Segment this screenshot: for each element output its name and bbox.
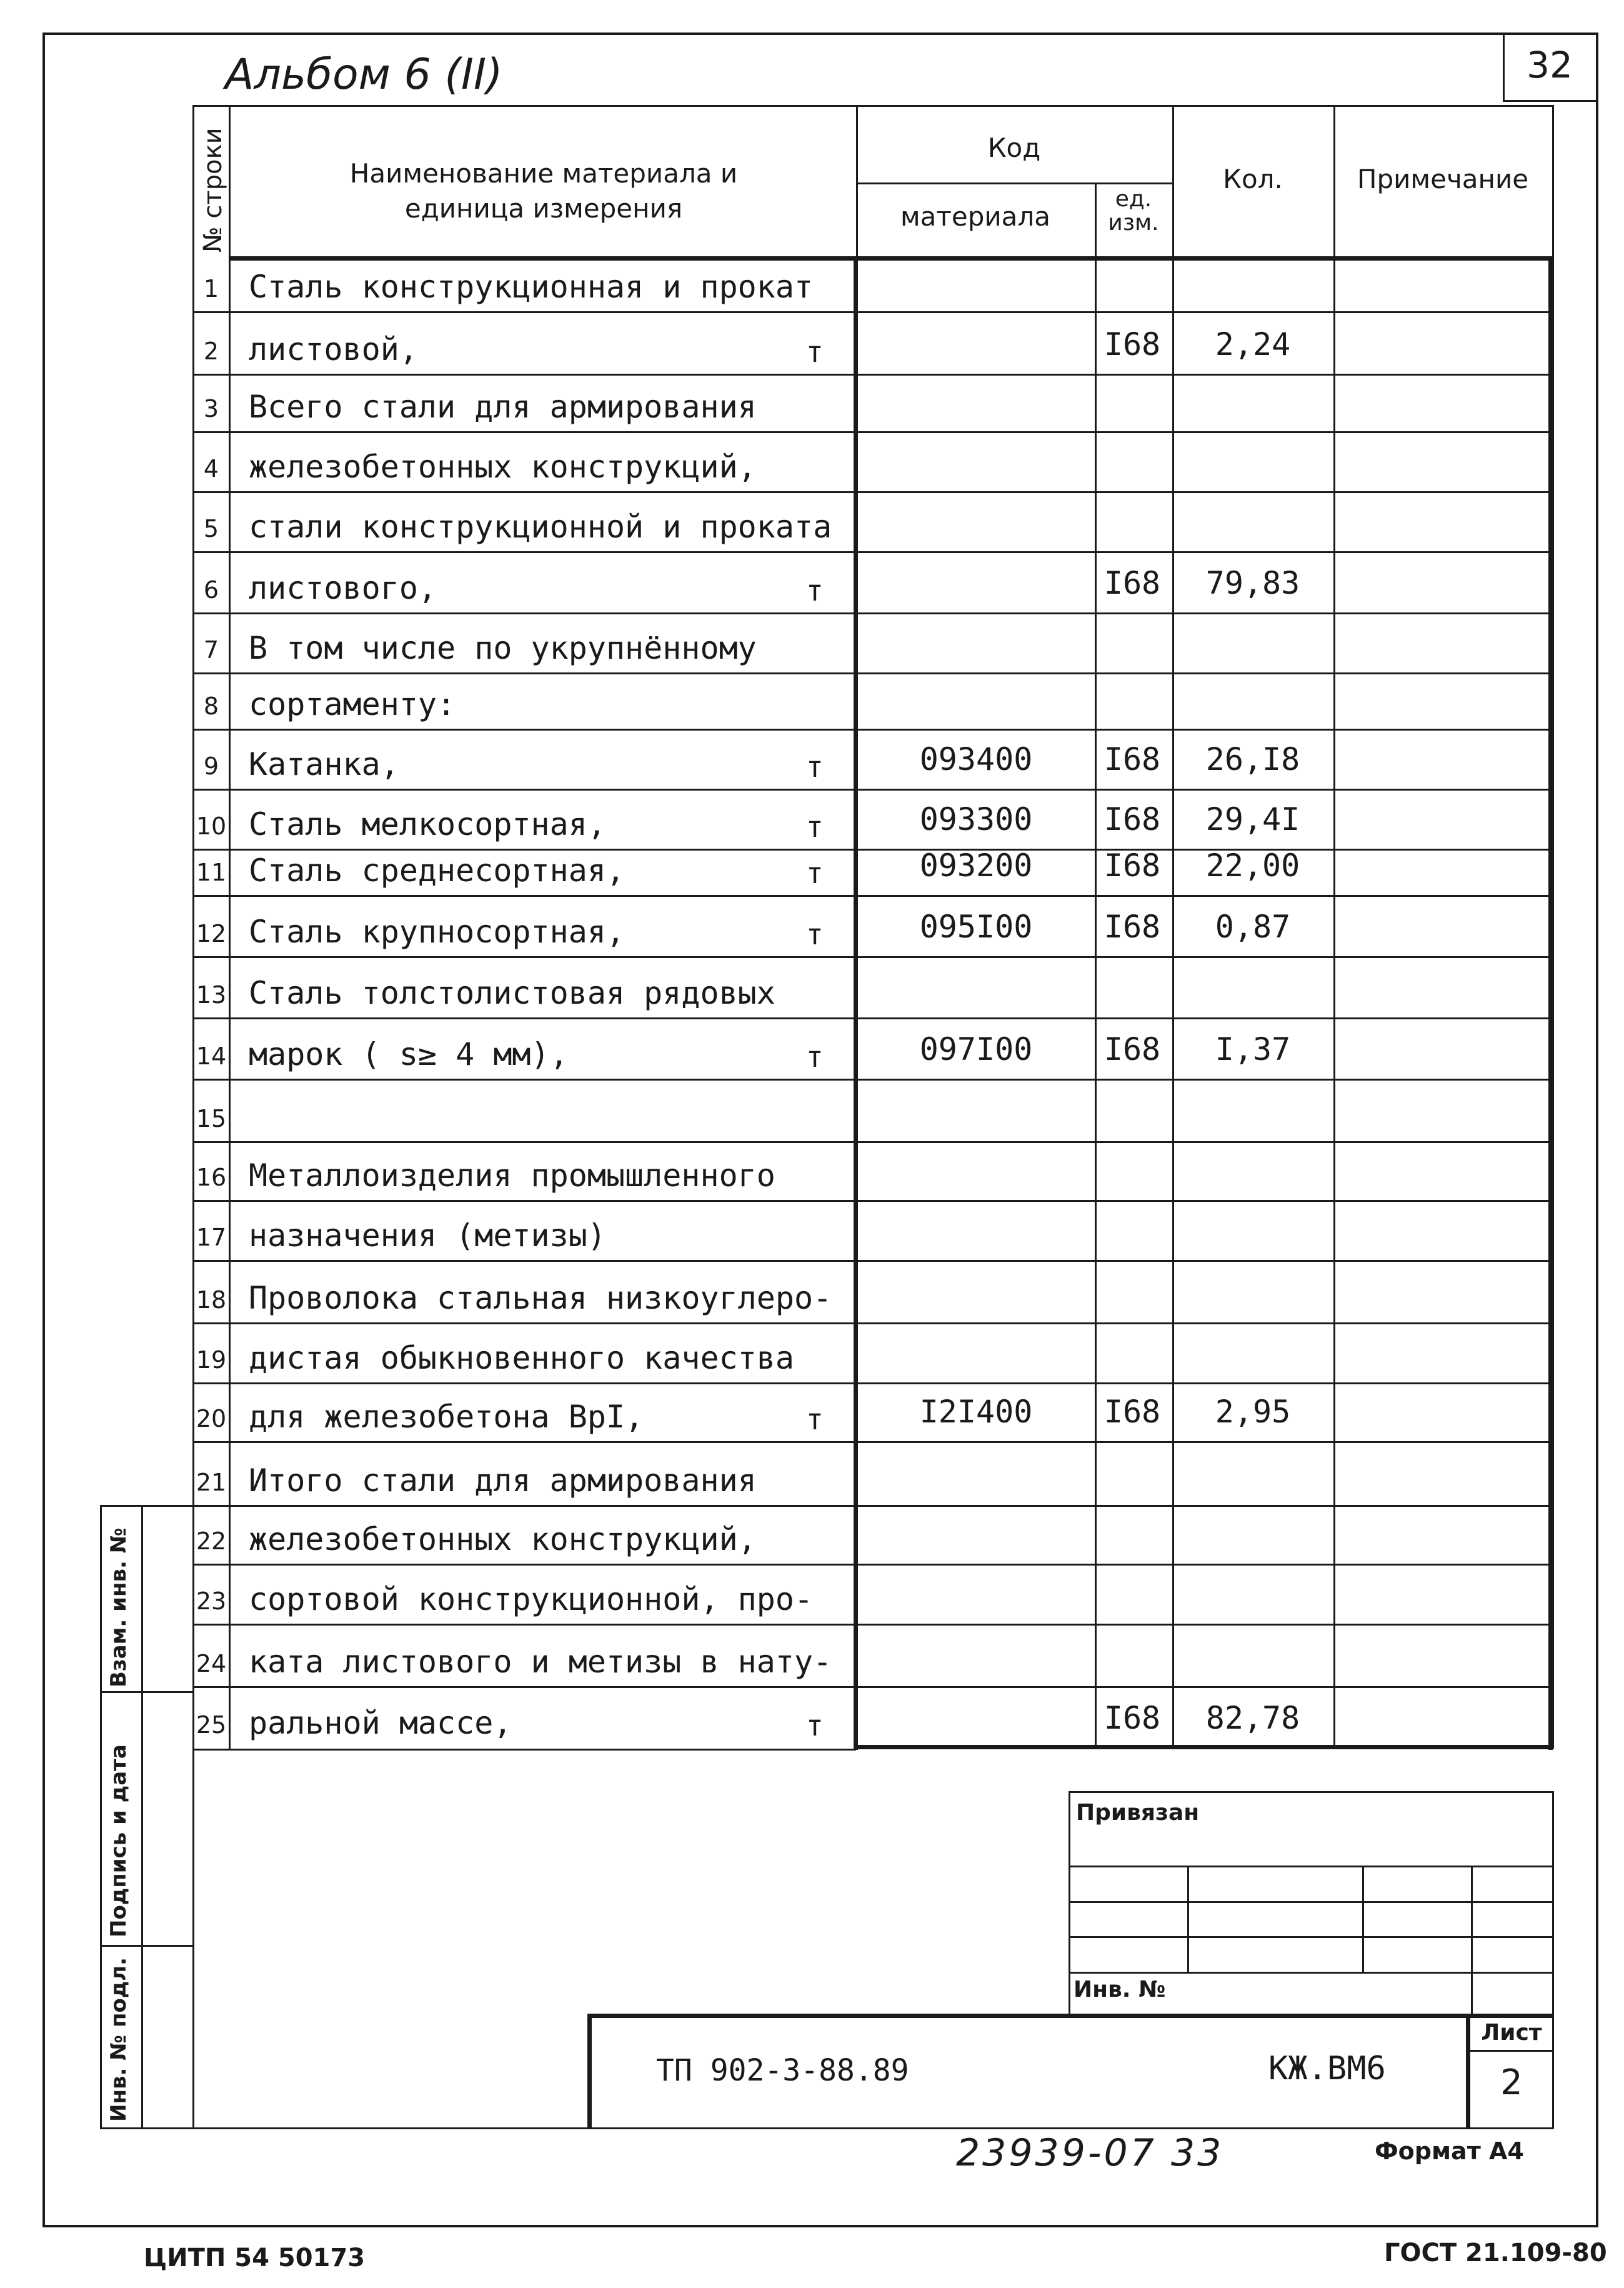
row-separator: [192, 789, 1552, 791]
handwritten-number: 23939-07 33: [956, 2131, 1224, 2175]
row-description: сортаменту:: [249, 686, 456, 722]
row-number: 19: [196, 1346, 227, 1374]
row-quantity: 26,I8: [1205, 741, 1300, 777]
data-frame-bottom: [854, 1745, 1552, 1749]
linked-col3: [1471, 1866, 1473, 2016]
linked-box-top: [1069, 1791, 1553, 1793]
header-code: Код: [987, 132, 1041, 163]
header-note: Примечание: [1357, 164, 1529, 194]
side-stamp-left: [100, 1505, 102, 2129]
data-frame-left: [854, 256, 858, 1750]
row-quantity: 22,00: [1205, 847, 1300, 884]
row-separator: [192, 1141, 1552, 1143]
row-description: Всего стали для армирования: [249, 389, 757, 425]
row-description: Сталь среднесортная,: [249, 852, 625, 889]
row-description: листовой,: [249, 331, 418, 367]
row-number: 10: [196, 812, 227, 840]
row-number: 15: [196, 1105, 227, 1132]
linked-row2: [1069, 1901, 1553, 1903]
row-description: Сталь конструкционная и прокат: [249, 269, 814, 305]
row-separator: [192, 1624, 1552, 1626]
linked-col1: [1187, 1866, 1189, 1972]
sheet-box-divider: [1468, 2050, 1553, 2052]
linked-label: Привязан: [1076, 1800, 1200, 1826]
row-unit-code: I68: [1103, 1700, 1161, 1736]
row-number: 2: [203, 337, 219, 365]
header-code-material: материала: [900, 201, 1050, 232]
row-description: В том числе по укрупнённому: [249, 630, 757, 666]
side-stamp-top: [100, 1505, 194, 1507]
row-separator: [192, 1505, 1552, 1507]
row-description: железобетонных конструкций,: [249, 1521, 757, 1557]
row-separator: [192, 1441, 1552, 1443]
row-separator: [192, 1382, 1552, 1384]
rownum-divider: [229, 105, 231, 1749]
row-description: Сталь толстолистовая рядовых: [249, 975, 775, 1011]
row-number: 25: [196, 1711, 227, 1739]
row-material-code: 093300: [919, 801, 1033, 837]
row-description: Сталь крупносортная,: [249, 914, 625, 950]
row-unit-code: I68: [1103, 565, 1161, 601]
row-number: 8: [203, 692, 219, 720]
row-number: 4: [203, 455, 219, 482]
linked-row1: [1069, 1866, 1553, 1867]
row-unit: т: [806, 1402, 824, 1436]
row-description: стали конструкционной и проката: [249, 509, 832, 545]
doc-mark: КЖ.ВМ6: [1268, 2050, 1386, 2087]
linked-row3: [1069, 1936, 1553, 1938]
data-frame-right: [1548, 256, 1553, 1750]
linked-col2: [1362, 1866, 1364, 1972]
row-number: 20: [196, 1405, 227, 1432]
row-material-code: 093200: [919, 847, 1033, 884]
row-unit: т: [806, 1040, 824, 1074]
row-number: 13: [196, 981, 227, 1009]
title-block-left: [587, 2014, 592, 2129]
row-number: 16: [196, 1164, 227, 1191]
row-description: дистая обыкновенного качества: [249, 1340, 794, 1376]
sheet-box-left: [1466, 2014, 1470, 2129]
row-separator: [192, 729, 1552, 731]
row-quantity: 82,78: [1205, 1700, 1300, 1736]
row-description: Металлоизделия промышленного: [249, 1157, 775, 1194]
format-label: Формат А4: [1375, 2137, 1524, 2165]
row-separator: [192, 1260, 1552, 1262]
sheet-number-divider: [1503, 32, 1505, 101]
row-number: 9: [203, 752, 219, 780]
row-number: 24: [196, 1650, 227, 1677]
row-separator: [192, 311, 1552, 313]
header-name: Наименование материала и единица измерения: [349, 158, 738, 224]
side-label-inv-orig: Инв. № подл.: [106, 1957, 131, 2122]
linked-box-left: [1069, 1791, 1070, 2016]
table-top-line: [192, 105, 1552, 107]
row-separator: [192, 431, 1552, 433]
row-quantity: 0,87: [1215, 909, 1291, 945]
row-quantity: 2,95: [1215, 1394, 1291, 1430]
row-separator: [192, 612, 1552, 614]
row-description: Проволока стальная низкоуглеро-: [249, 1280, 832, 1316]
row-unit-code: I68: [1103, 326, 1161, 362]
row-material-code: 095I00: [919, 909, 1033, 945]
row-number: 18: [196, 1286, 227, 1314]
row-quantity: 29,4I: [1205, 801, 1300, 837]
row-unit: т: [806, 917, 824, 951]
row-number: 23: [196, 1587, 227, 1615]
row-number: 6: [203, 576, 219, 604]
row-description: марок ( s≥ 4 мм),: [249, 1036, 569, 1072]
row-description: Сталь мелкосортная,: [249, 806, 606, 842]
row-separator: [192, 1079, 1552, 1081]
row-separator: [192, 374, 1552, 376]
row-unit-code: I68: [1103, 1031, 1161, 1067]
side-stamp-div2: [100, 1945, 194, 1947]
row-description: для железобетона BpI,: [249, 1399, 644, 1435]
row-unit: т: [806, 856, 824, 890]
doc-code: ТП 902-3-88.89: [656, 2053, 909, 2088]
row-unit: т: [806, 750, 824, 784]
row-number: 12: [196, 920, 227, 947]
table-left-line: [192, 105, 194, 2129]
row-separator: [192, 895, 1552, 897]
row-number: 3: [203, 395, 219, 422]
sheet-number: 32: [1527, 44, 1573, 86]
row-material-code: 097I00: [919, 1031, 1033, 1067]
row-number: 5: [203, 515, 219, 542]
row-quantity: I,37: [1215, 1031, 1291, 1067]
row-separator: [192, 956, 1552, 958]
row-unit: т: [806, 574, 824, 607]
row-unit-code: I68: [1103, 801, 1161, 837]
row-description: Итого стали для армирования: [249, 1462, 757, 1499]
row-quantity: 2,24: [1215, 326, 1291, 362]
header-row-no: № строки: [199, 127, 227, 252]
row-number: 17: [196, 1224, 227, 1251]
header-qty: Кол.: [1223, 164, 1283, 194]
row-description: листового,: [249, 570, 437, 606]
inv-no-label: Инв. №: [1074, 1977, 1166, 2002]
row-separator: [192, 491, 1552, 493]
row-number: 1: [203, 275, 219, 302]
row-unit: т: [806, 335, 824, 369]
row-description: ральной массе,: [249, 1705, 512, 1741]
row-number: 11: [196, 859, 227, 886]
row-unit-code: I68: [1103, 741, 1161, 777]
row-description: назначения (метизы): [249, 1217, 606, 1254]
row-unit-code: I68: [1103, 847, 1161, 884]
row-separator: [192, 672, 1552, 674]
album-title: Альбом 6 (II): [225, 50, 503, 99]
row-number: 21: [196, 1469, 227, 1496]
sheet-label: Лист: [1481, 2020, 1542, 2046]
table-bottom-line: [192, 1749, 856, 1751]
header-code-unit: ед. изм.: [1108, 186, 1159, 236]
row-separator: [192, 1564, 1552, 1566]
side-stamp-div1: [100, 1691, 194, 1693]
row-separator: [192, 551, 1552, 553]
side-label-sign-date: Подпись и дата: [106, 1744, 131, 1937]
sheet-value: 2: [1500, 2062, 1523, 2103]
code-subheader-line: [856, 182, 1172, 184]
qty-col-divider: [1333, 105, 1335, 1749]
unit-col-divider: [1172, 105, 1174, 1749]
footer-right: ГОСТ 21.109-80: [1384, 2239, 1607, 2267]
row-description: железобетонных конструкций,: [249, 449, 757, 485]
row-separator: [192, 1200, 1552, 1202]
side-label-replace-inv: Взам. инв. №: [106, 1527, 131, 1687]
code-col-divider: [1095, 182, 1097, 1749]
sheet-number-bottom: [1503, 100, 1598, 102]
row-number: 14: [196, 1042, 227, 1070]
row-quantity: 79,83: [1205, 565, 1300, 601]
row-separator: [192, 1686, 1552, 1688]
title-block-top: [590, 2014, 1553, 2018]
stamp-right: [1552, 1791, 1554, 2129]
row-separator: [192, 1017, 1552, 1019]
row-description: сортовой конструкционной, про-: [249, 1581, 814, 1617]
row-unit: т: [806, 810, 824, 844]
row-description: ката листового и метизы в нату-: [249, 1644, 832, 1680]
row-number: 7: [203, 636, 219, 664]
row-unit: т: [806, 1709, 824, 1742]
side-stamp-mid: [141, 1505, 143, 2129]
row-separator: [192, 1322, 1552, 1324]
linked-row4: [1069, 1972, 1553, 1974]
row-unit-code: I68: [1103, 909, 1161, 945]
row-unit-code: I68: [1103, 1394, 1161, 1430]
row-material-code: 093400: [919, 741, 1033, 777]
row-number: 22: [196, 1527, 227, 1555]
footer-left: ЦИТП 54 50173: [144, 2244, 366, 2272]
side-stamp-bottom: [100, 2127, 1553, 2129]
row-material-code: I2I400: [919, 1394, 1033, 1430]
row-description: Катанка,: [249, 746, 399, 782]
header-bottom-line: [229, 256, 1552, 261]
